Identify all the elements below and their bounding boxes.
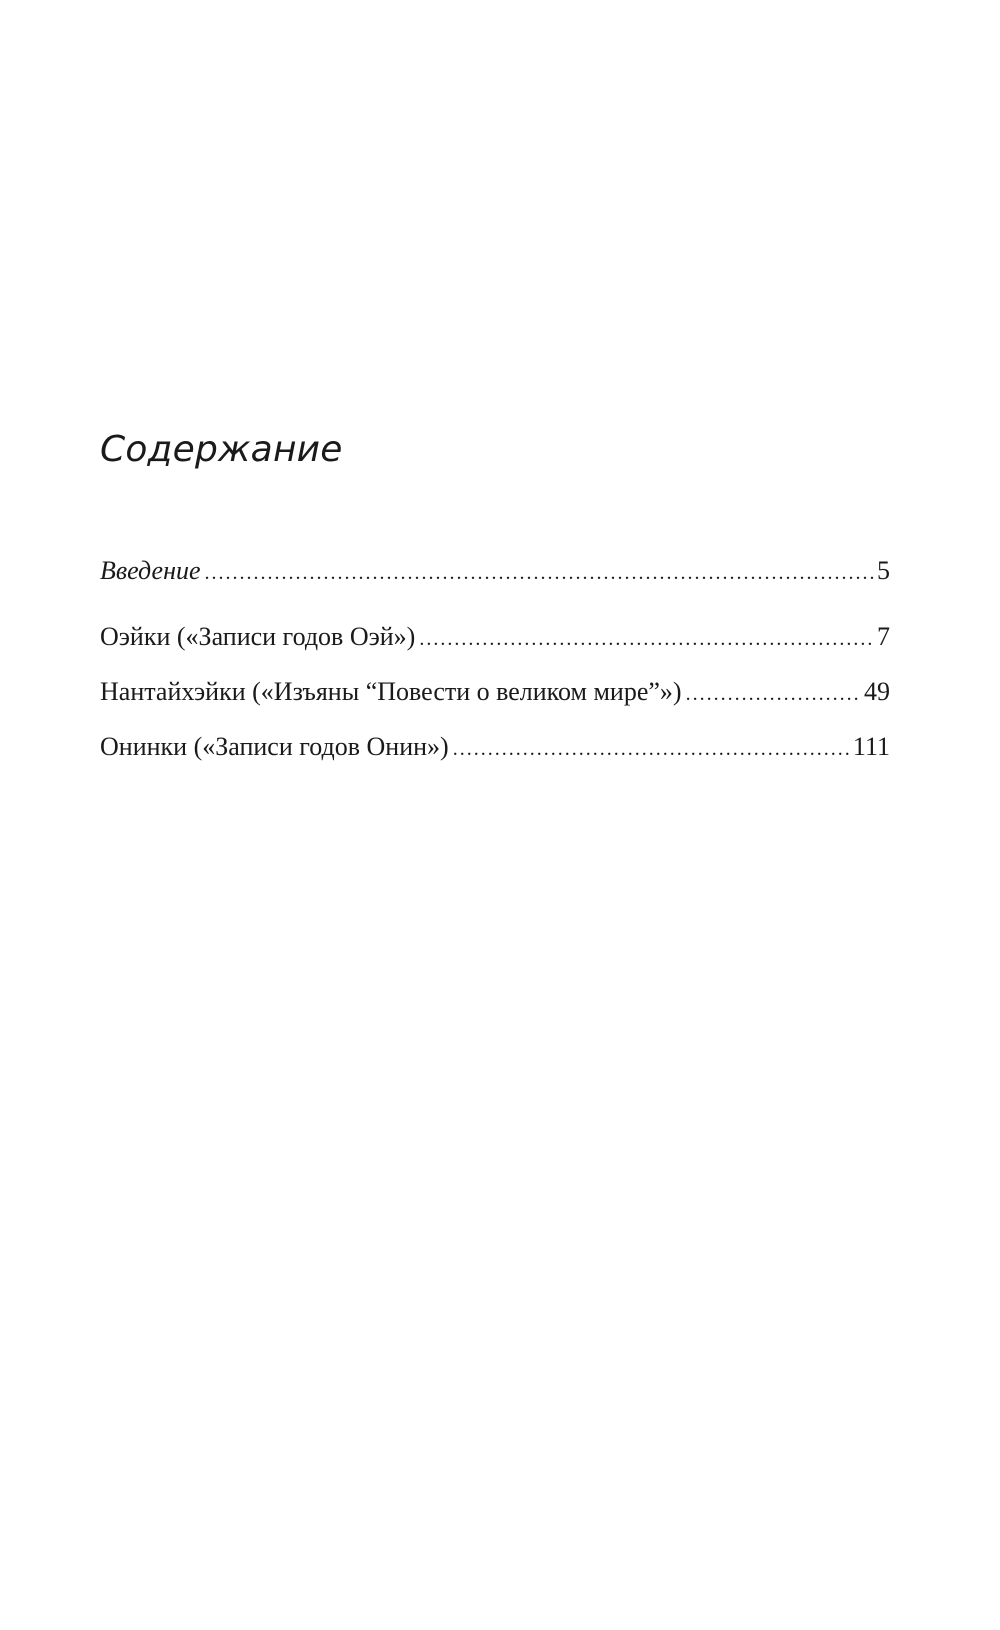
toc-entry-title: Введение: [100, 556, 201, 585]
dot-leader: [419, 622, 874, 656]
toc-entry-title: Оэйки («Записи годов Оэй»): [100, 622, 416, 651]
dot-leader: [205, 556, 874, 590]
toc-entry-title: Онинки («Записи годов Онин»): [100, 732, 449, 761]
toc-entry-title: Нантайхэйки («Изъяны “Повести о великом мире”»): [100, 677, 682, 706]
toc-entry-page-number: 5: [877, 556, 890, 585]
toc-entry-introduction: [100, 554, 890, 588]
toc-entry-oninki: [100, 730, 890, 764]
toc-entry-page-number: 111: [852, 732, 890, 761]
toc-heading: Содержание: [100, 429, 343, 470]
dot-leader: [686, 677, 861, 711]
dot-leader: [453, 732, 850, 766]
toc-entry-page-number: 7: [877, 622, 890, 651]
toc-entry-oeiki: [100, 620, 890, 654]
toc-entry-nantaiheiki: [100, 675, 890, 709]
toc-entry-page-number: 49: [864, 677, 890, 706]
